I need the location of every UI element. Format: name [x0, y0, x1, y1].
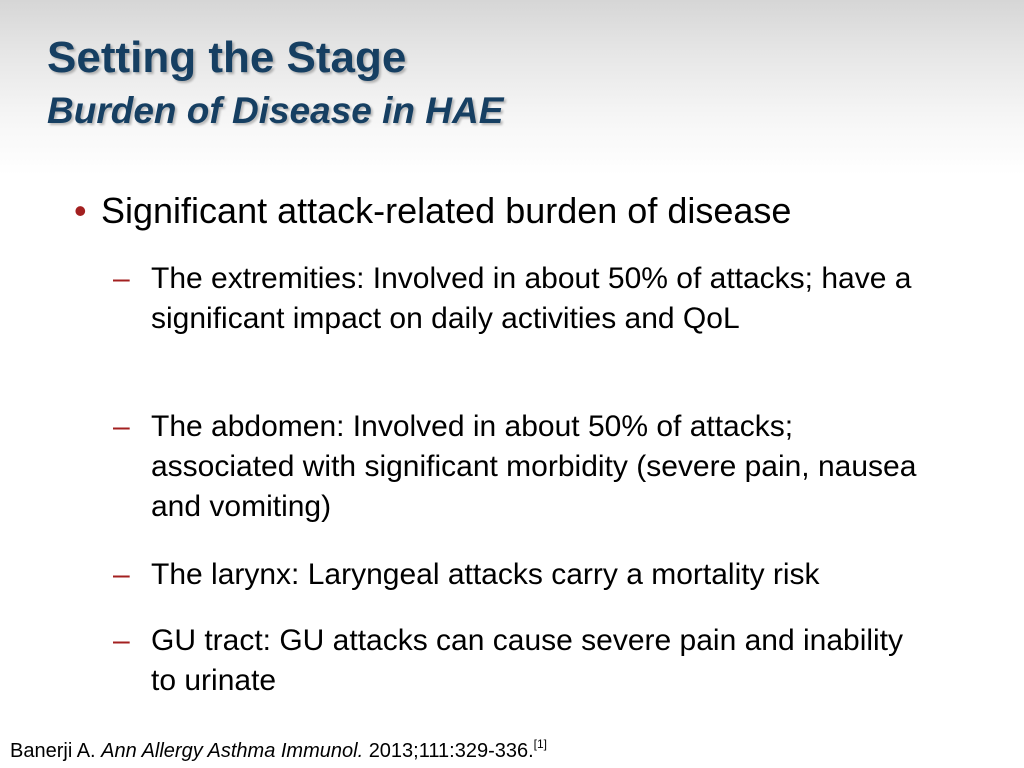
sub-bullet-gu-tract [113, 621, 933, 701]
dash-icon: – [113, 624, 130, 657]
slide-title: Setting the Stage [47, 33, 407, 82]
citation [10, 737, 547, 763]
sub-bullet-abdomen [113, 407, 933, 527]
sub-bullet-larynx [113, 555, 933, 595]
sub-bullet-extremities [113, 259, 933, 379]
bullet-dot-icon: • [74, 190, 87, 231]
dash-icon: – [113, 262, 130, 295]
sub-bullet-text: The abdomen: Involved in about 50% of attacks; associated with significant morbidity (severe pain, nausea and vomiting) [151, 410, 917, 523]
citation-journal: Ann Allergy Asthma Immunol. [101, 740, 364, 762]
header-band [0, 0, 1024, 175]
citation-ref: [1] [533, 737, 547, 751]
sub-bullet-text: The larynx: Laryngeal attacks carry a mortality risk [151, 558, 820, 591]
sub-bullet-text: GU tract: GU attacks can cause severe pain and inability to urinate [151, 624, 904, 697]
main-bullet: Significant attack-related burden of disease [101, 190, 792, 231]
citation-details: 2013;111:329-336. [368, 740, 534, 762]
sub-bullet-text: The extremities: Involved in about 50% of attacks; have a significant impact on daily activities and QoL [151, 262, 912, 335]
citation-author: Banerji A. [10, 740, 96, 762]
dash-icon: – [113, 558, 130, 591]
dash-icon: – [113, 410, 130, 443]
slide-subtitle: Burden of Disease in HAE [47, 90, 504, 131]
